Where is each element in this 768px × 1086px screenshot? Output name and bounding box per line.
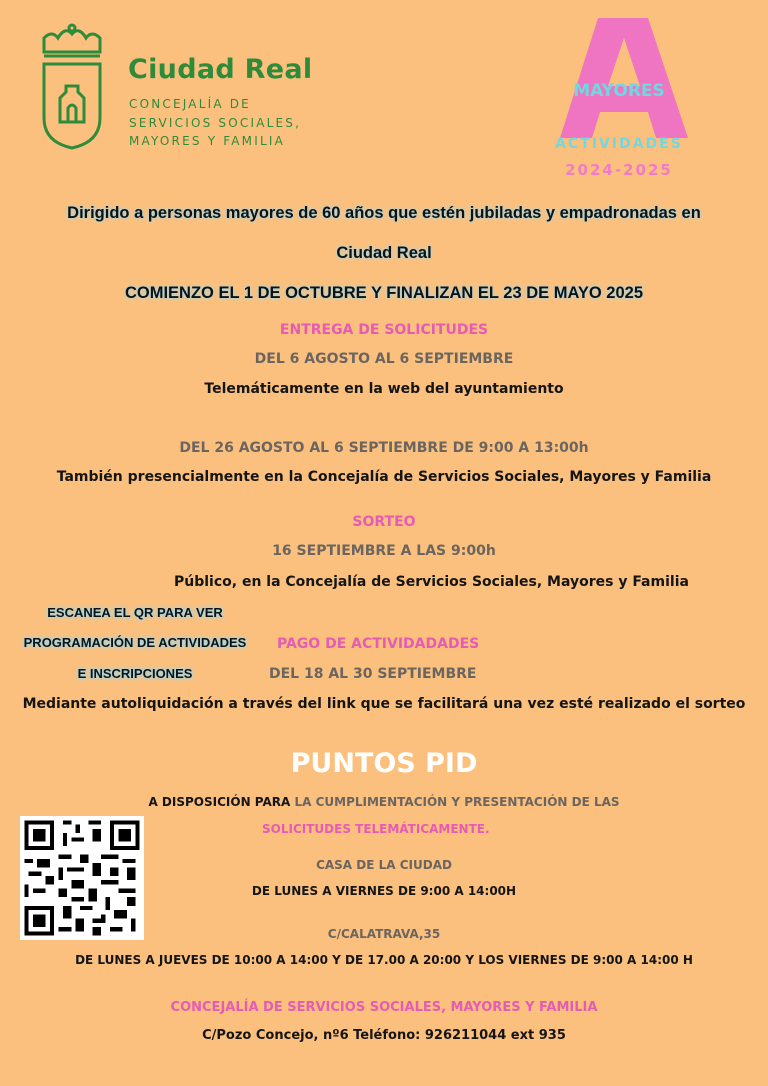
pago-range: DEL 18 AL 30 SEPTIEMBRE bbox=[269, 666, 477, 682]
sorteo-place: Público, en la Concejalía de Servicios Sociales, Mayores y Familia bbox=[174, 574, 689, 590]
solicitudes-online: Telemáticamente en la web del ayuntamiento bbox=[204, 381, 564, 397]
logo-mayores-text: MAYORES bbox=[573, 81, 665, 101]
pago-title: PAGO DE ACTIVIDADADES bbox=[277, 636, 480, 652]
qr-text-line-1: ESCANEA EL QR PARA VER bbox=[47, 605, 223, 620]
pid-hours-1: DE LUNES A VIERNES DE 9:00 A 14:00H bbox=[251, 884, 517, 898]
pid-line-1-a: A DISPOSICIÓN PARA bbox=[148, 795, 295, 809]
pid-line-1 bbox=[0, 795, 768, 809]
sorteo-date: 16 SEPTIEMBRE A LAS 9:00h bbox=[272, 543, 496, 559]
city-crest-logo bbox=[38, 22, 106, 152]
solicitudes-range: DEL 6 AGOSTO AL 6 SEPTIEMBRE bbox=[254, 351, 514, 367]
pago-desc: Mediante autoliquidación a través del link que se facilitará una vez esté realizado el sorteo bbox=[22, 696, 746, 712]
footer-contact: C/Pozo Concejo, nº6 Teléfono: 926211044 ext 935 bbox=[202, 1028, 566, 1043]
dept-line-3: MAYORES Y FAMILIA bbox=[129, 134, 285, 148]
pid-line-1-b: LA CUMPLIMENTACIÓN Y PRESENTACIÓN DE LAS bbox=[294, 795, 620, 809]
qr-code[interactable] bbox=[20, 816, 144, 940]
pid-line-2: SOLICITUDES TELEMÁTICAMENTE. bbox=[262, 822, 490, 836]
logo-actividades-text: ACTIVIDADES bbox=[555, 136, 683, 152]
intro-line-1: Dirigido a personas mayores de 60 años que estén jubiladas y empadronadas en bbox=[67, 204, 701, 222]
qr-text-line-3: E INSCRIPCIONES bbox=[77, 666, 193, 681]
intro-line-2: Ciudad Real bbox=[336, 244, 432, 262]
logo-year-text: 2024-2025 bbox=[565, 161, 673, 179]
solicitudes-title: ENTREGA DE SOLICITUDES bbox=[279, 322, 489, 338]
solicitudes-presencial: También presencialmente en la Concejalía de Servicios Sociales, Mayores y Familia bbox=[56, 469, 712, 485]
intro-dates: COMIENZO EL 1 DE OCTUBRE Y FINALIZAN EL 23 DE MAYO 2025 bbox=[124, 284, 644, 302]
pid-hours-2: DE LUNES A JUEVES DE 10:00 A 14:00 Y DE 17.00 A 20:00 Y LOS VIERNES DE 9:00 A 14:00 H bbox=[75, 953, 693, 967]
dept-line-2: SERVICIOS SOCIALES, bbox=[129, 116, 302, 130]
dept-line-1: CONCEJALÍA DE bbox=[129, 97, 251, 111]
footer-dept: CONCEJALÍA DE SERVICIOS SOCIALES, MAYORES Y FAMILIA bbox=[170, 1000, 598, 1015]
qr-text-line-2: PROGRAMACIÓN DE ACTIVIDADES bbox=[23, 635, 247, 650]
city-name: Ciudad Real bbox=[128, 54, 313, 85]
pid-title: PUNTOS PID bbox=[290, 748, 478, 779]
solicitudes-range-2: DEL 26 AGOSTO AL 6 SEPTIEMBRE DE 9:00 A 13:00h bbox=[179, 440, 589, 456]
pid-place-1: CASA DE LA CIUDAD bbox=[316, 858, 452, 872]
pid-place-2: C/CALATRAVA,35 bbox=[327, 927, 441, 941]
sorteo-title: SORTEO bbox=[352, 514, 416, 530]
